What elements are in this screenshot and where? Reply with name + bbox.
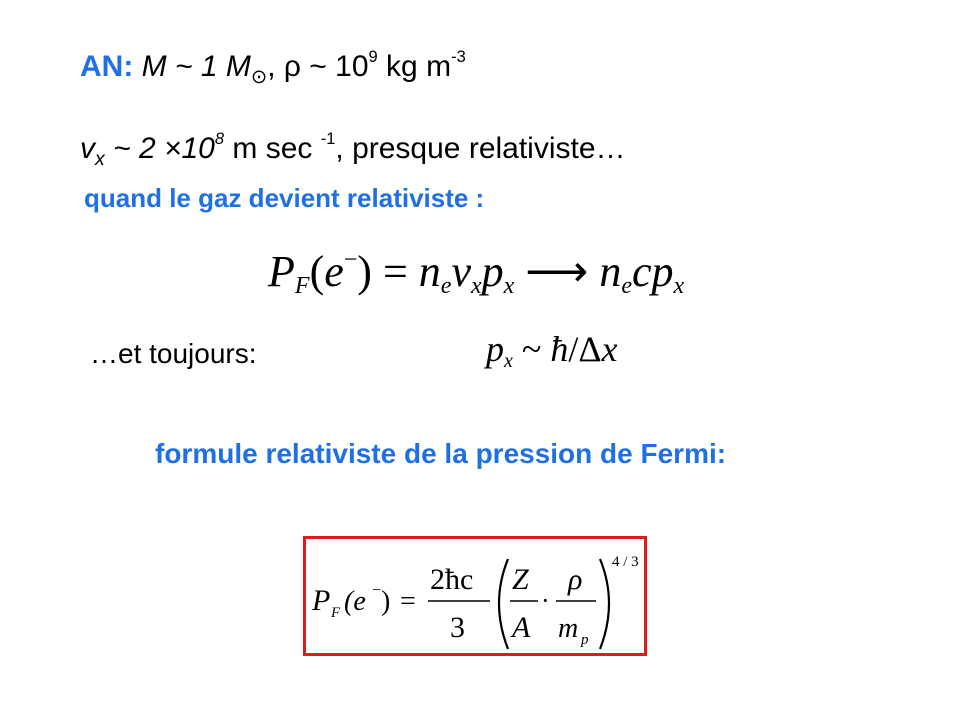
arrow-icon: ⟶ [514, 247, 600, 296]
v-symbol: v [80, 132, 95, 165]
eq1-x3: x [673, 273, 685, 300]
eq2-p: p [486, 329, 504, 369]
eq3-numerator: 2ħc [430, 563, 474, 596]
eq3-A: A [512, 611, 531, 644]
eq2-dx: x [601, 329, 618, 369]
v-subscript: x [95, 147, 105, 170]
eq3-exponent: 4 / 3 [612, 554, 639, 570]
eq3-P: P [312, 584, 331, 617]
eq1-x2: x [503, 273, 515, 300]
eq1-p2: p [651, 247, 674, 296]
mass-symbol: M [141, 50, 167, 83]
eq1-e1: e [440, 273, 452, 300]
eq3-minus: − [372, 582, 382, 599]
eq3-m: m [558, 613, 579, 644]
eq2-delta: Δ [578, 329, 602, 369]
equation-relativistic-fermi [306, 539, 650, 659]
eq1-n2: n [599, 247, 622, 296]
eq2-tilde: ~ [512, 329, 551, 369]
v-value: ~ 2 ×10 [104, 132, 215, 165]
eq1-F: F [294, 273, 310, 300]
an-label: AN: [80, 50, 134, 83]
toujours-text: …et toujours: [90, 338, 257, 369]
rho-exponent: 9 [368, 47, 378, 66]
formula-box [303, 536, 647, 656]
eq1-e2: e [621, 273, 633, 300]
v-unit: m sec [224, 132, 321, 165]
mass-value: ~ 1 M [175, 50, 251, 83]
rho-unit: kg m [377, 50, 452, 83]
eq1-equals: = [371, 247, 419, 296]
eq3-rparen: ) [381, 586, 391, 617]
eq1-minus: − [343, 246, 358, 273]
rho-part: , ρ ~ 10 [267, 50, 369, 83]
eq3-denominator: 3 [450, 611, 465, 644]
relativistic-heading: quand le gaz devient relativiste : [84, 183, 485, 213]
eq2-hbar: ħ [550, 329, 569, 369]
eq1-e: e [324, 247, 344, 296]
eq2-slash: / [568, 329, 579, 369]
formula-heading: formule relativiste de la pression de Fermi: [155, 438, 727, 469]
eq2-x: x [504, 350, 513, 372]
eq1-n1: n [418, 247, 441, 296]
eq3-dot: · [541, 586, 550, 615]
eq3-rho: ρ [568, 563, 583, 596]
v-tail: , presque relativiste… [335, 132, 626, 165]
eq3-left-paren [499, 559, 508, 649]
eq1-lparen: ( [309, 247, 325, 296]
eq1-P: P [268, 247, 295, 296]
eq1-v: v [451, 247, 471, 296]
equation-momentum [486, 328, 618, 373]
eq3-right-paren [600, 559, 609, 649]
eq1-p1: p [481, 247, 504, 296]
rho-unit-exponent: -3 [451, 47, 466, 66]
line-an [80, 47, 466, 88]
eq1-rparen: ) [357, 247, 372, 296]
equation-fermi-pressure [268, 246, 684, 300]
eq3-F: F [331, 605, 341, 621]
line-velocity [80, 129, 626, 170]
v-unit-exponent: -1 [320, 129, 336, 148]
eq1-x1: x [470, 273, 482, 300]
eq3-equals: = [400, 586, 416, 617]
eq1-c: c [632, 247, 652, 296]
eq3-paren-e: (e [344, 586, 366, 617]
eq3-Z: Z [512, 563, 529, 596]
v-exponent: 8 [214, 129, 225, 148]
eq3-p: p [581, 632, 589, 648]
sun-symbol: ⊙ [250, 65, 268, 88]
